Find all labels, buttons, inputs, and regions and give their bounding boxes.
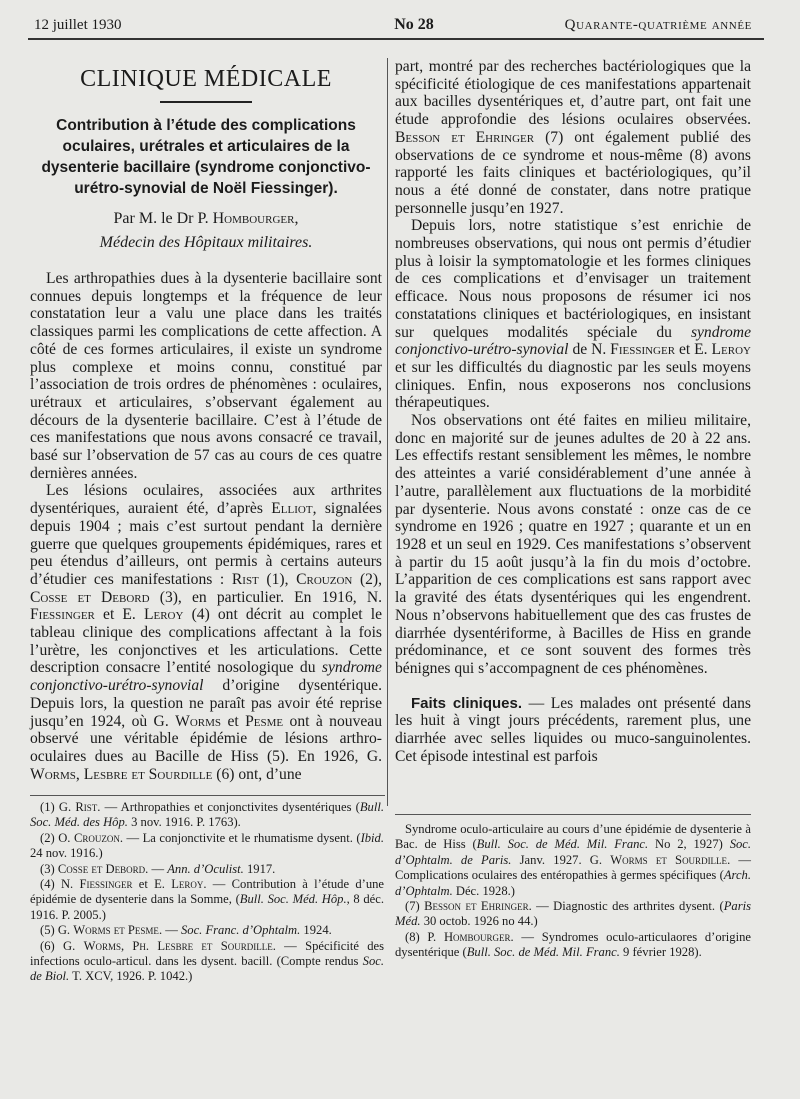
syndrome-term: syndrome conjonctivo-urétro-synovial (395, 323, 751, 359)
text-run: . — Diagnostic des arthrites dysent. ( (528, 899, 724, 914)
header-rule (28, 38, 764, 40)
text-run: 24 nov. 1916.) (30, 846, 103, 861)
text-run: et E. (138, 877, 165, 892)
text-run: T. XCV, 1926. P. 1042.) (72, 969, 193, 984)
year-label: Quarante-quatrième année (564, 17, 752, 33)
right-column (395, 58, 751, 765)
text-run: (2) O. (40, 830, 71, 845)
text-run: et sur les difficultés du diagnostic par les seuls moyens cliniques. Enfin, nous exposerons nos conclusions thérapeutiques. (395, 358, 751, 412)
footnote-rule-right (395, 814, 751, 815)
text-run: Depuis lors, notre statistique s’est enrichie de nombreuses observations, qui nous ont permis d’étudier plus à loisir la symptomatologie et les formes cliniques de ces complications et d’envisager un traitement efficace. Nous nous proposons de résumer ici nos constatations cliniques et bactériologiques, en insistant sur quelques modalités spéciale du (395, 217, 751, 341)
text-run: , 8 déc. 1916. P. 2005.) (30, 892, 385, 922)
text-run: (3), en particulier. En 1916, N. (159, 588, 382, 606)
author-ref: Crouzon (296, 570, 353, 588)
source-title: Paris Méd. (395, 899, 751, 929)
text-run: — Les malades ont présenté dans les huit à vingt jours précédents, rarement plus, une diarrhée avec selles liquides ou muco-sanguinolentes. Cet épisode intestinal est parfois (395, 694, 751, 765)
paragraph-intro: Les arthropathies dues à la dysenterie bacillaire sont connues depuis longtemps et la fréquence de leur constatation leur a valu une place dans les traités classiques parmi les complications de cette affection. A côté de ces formes articulaires, il existe un syndrome plus complexe et moins connu, constitué par l’association de trois ordres de phénomènes : oculaires, urétraux et articulaires, s’observant également au décours de la dysenterie bacillaire. C’est à l’étude de ces manifestations que nous avons consacré ce travail, basé sur l’observation de 57 cas au cours de ces quatre dernières années. (30, 270, 382, 482)
author-ref: Rist (231, 570, 259, 588)
source-title: Bull. Soc. de Méd. Mil. Franc. (476, 837, 649, 852)
author-ref: Fiessinger (79, 877, 133, 892)
text-run: (6) G. (40, 938, 76, 953)
source-title: Arch. d’Ophtalm. (395, 868, 751, 898)
text-run: 1917. (246, 861, 276, 876)
text-run: . — Spécificité des infections oculo-articul. dans les dysent. bacill. (Compte rendus (30, 938, 385, 969)
author-ref: Leroy (143, 606, 184, 624)
text-run: , signalées depuis 1904 ; mais c’est surtout pendant la dernière guerre que quelques groupements épidémiques, rares et peu étendus d’ailleurs, ont permis à certains auteurs d’étudier ces manifestations : (30, 500, 382, 588)
text-run: et E. (678, 341, 708, 359)
text-run: Janv. 1927. G. (519, 852, 603, 867)
source-title: Bull. Soc. Méd. Hôp. (239, 892, 347, 907)
source-title: Ibid. (360, 830, 384, 845)
text-run: 1924. (303, 923, 332, 938)
author-ref: Cosse et Debord (57, 861, 146, 876)
text-run: . — Arthropathies et conjonctivites dysentériques ( (97, 800, 360, 814)
left-column (30, 58, 382, 783)
text-run: Syndrome oculo-articulaire au cours d’une épidémie de dysenterie à Bac. de Hiss ( (395, 822, 751, 852)
text-run: (1), (266, 570, 289, 588)
author-ref: Fiessinger (30, 606, 95, 624)
section-title: CLINIQUE MÉDICALE (80, 66, 332, 92)
source-title: Soc. Franc. d’Ophtalm. (180, 923, 301, 938)
footnotes-left (30, 800, 384, 985)
byline (30, 207, 382, 231)
source-title: Soc. d’Ophtalm. de Paris. (395, 837, 752, 867)
text-run: et (227, 712, 239, 730)
title-rule (160, 101, 252, 103)
footnote-6-continued (395, 822, 751, 899)
text-run: . — (158, 923, 178, 938)
running-head (34, 14, 752, 36)
author-ref: Besson et Ehringer (424, 899, 529, 914)
footnote-3 (30, 862, 384, 877)
author-ref: Fiessinger (610, 341, 676, 359)
author-ref: Crouzon (73, 830, 120, 845)
author-ref: Hombourger (443, 929, 511, 944)
text-run: 9 février 1928). (623, 945, 702, 960)
text-run: (2), (359, 570, 383, 588)
text-run: (7) (405, 899, 420, 914)
paragraph-continuation (395, 58, 751, 217)
author-ref: Elliot (271, 500, 313, 518)
source-title: Ann. d’Oculist. (167, 861, 244, 876)
text-run: (6) ont, d’une (216, 765, 302, 783)
column-divider (387, 58, 388, 806)
text-run: 3 nov. 1916. P. 1763). (131, 815, 241, 830)
author-ref: Worms, Lesbre et Sourdille (30, 765, 213, 783)
issue-number: No 28 (394, 16, 434, 33)
text-run: 30 octob. 1926 no 44.) (423, 914, 538, 929)
text-run: (8) P. (405, 929, 437, 944)
text-run: (4) ont décrit au complet le tableau clinique des complications affectant à la fois l’urètre, les conjonctives et les articulations. Cette description consacre l’entité nosologique du (30, 606, 382, 677)
author-ref: Pesme (245, 712, 284, 730)
footnote-2 (30, 831, 384, 862)
text-run: Déc. 1928.) (455, 883, 515, 898)
text-run: . — Complications oculaires des entéropathies à germes spécifiques ( (395, 852, 752, 883)
author-ref: Worms et Pesme (73, 923, 159, 938)
text-run: . — Contribution à l’étude d’une épidémie de dysenterie dans la Somme, ( (30, 877, 384, 907)
text-run: (1) G. (40, 800, 72, 814)
footnote-rule-left (30, 795, 385, 796)
subsection-heading: Faits cliniques. (411, 694, 523, 712)
text-run: ont à nouveau observé une véritable épidémie de lésions arthro-oculaires dues au Bacille de Hiss (5). En 1926, G. (30, 712, 383, 765)
author-ref: Worms (175, 712, 222, 730)
text-run: de N. (572, 341, 607, 359)
footnote-6 (30, 939, 384, 985)
text-run: Les lésions oculaires, associées aux arthrites dysentériques, auraient été, d’après (30, 482, 382, 518)
text-run: (4) N. (40, 877, 74, 892)
author-ref: Cosse et Debord (30, 588, 150, 606)
author-ref: Worms, Ph. Lesbre et Sourdille (83, 938, 273, 953)
paragraph-gap (395, 678, 751, 695)
source-title: Bull. Soc. de Méd. Mil. Franc. (466, 945, 620, 960)
paragraph-clinical-facts (395, 695, 751, 766)
text-run: et E. (103, 606, 136, 624)
footnote-4 (30, 877, 384, 923)
byline-prefix: Par M. le Dr (113, 210, 194, 227)
author-ref: Worms et Sourdille (610, 852, 728, 867)
paragraph-statistics (395, 217, 751, 412)
text-run: No 2, 1927) (655, 837, 723, 852)
author-ref: Leroy (171, 877, 204, 892)
text-run: (7) ont également publié des observations de ce syndrome et nous-même (8) avons rapporté les faits cliniques et bactériologiques, qu’il nous a été donné de constater, dans notre pratique personnelle jusqu’en 1927. (395, 128, 751, 217)
footnote-1 (30, 800, 384, 831)
text-run: part, montré par des recherches bactériologiques que la spécificité étiologique de ces manifestations appartenait aux bacilles dysentériques et, d’autre part, ont fait une étude approfondie des lésions oculaires observées. (395, 58, 751, 129)
footnote-7 (395, 899, 751, 930)
footnotes-right (395, 822, 751, 961)
footnote-5 (30, 923, 384, 938)
author-ref: Rist (75, 800, 98, 814)
text-run: (3) (40, 861, 55, 876)
author-affiliation: Médecin des Hôpitaux militaires. (99, 234, 313, 251)
author-ref: Leroy (711, 341, 751, 359)
article-title: Contribution à l’étude des complications oculaires, urétrales et articulaires de la dysenterie bacillaire (syndrome conjonctivo-urétro-synovial de Noël Fiessinger). (41, 117, 371, 197)
syndrome-term: syndrome conjonctivo-urétro-synovial (30, 659, 382, 695)
issue-date: 12 juillet 1930 (34, 17, 122, 33)
text-run: d’origine dysentérique. Depuis lors, la question ne paraît pas avoir été reprise jusqu’en 1924, où G. (30, 677, 382, 730)
footnote-8 (395, 930, 751, 961)
text-run: . — La conjonctivite et le rhumatisme dysent. ( (119, 830, 361, 845)
text-run: . — (145, 861, 165, 876)
text-run: . — Syndromes oculo-articulaores d’origine dysentérique ( (395, 929, 751, 960)
paragraph-history (30, 482, 382, 783)
author-ref: Besson et Ehringer (395, 128, 535, 146)
text-run: (5) G. (40, 923, 71, 938)
paragraph-observations: Nos observations ont été faites en milieu militaire, donc en majorité sur de jeunes adultes de 20 à 22 ans. Les effectifs restant sensiblement les mêmes, le nombre des atteintes a varié considérablement d’une année à l’autre, parallèlement aux fluctuations de la morbidité par dysenterie. Nous avons constaté : onze cas de ce syndrome en 1926 ; quatre en 1927 ; quarante et un en 1928 et un seul en 1929. Ces manifestations s’observent à partir du 15 août jusqu’à la fin du mois d’octobre. L’apparition de ces complications est sans rapport avec la gravité des états dysentériques qui les engendrent. Nous n’observons habituellement que des cas frustes de diarrhée dysentériforme, à Bacilles de Hiss en grande prédominance, et ce sont souvent des formes très bénignes qui s’accompagnent de ces phénomènes. (395, 412, 751, 677)
source-title: Soc. de Biol. (30, 954, 384, 984)
source-title: Bull. Soc. Méd. des Hôp. (30, 800, 384, 830)
author-name: P. Hombourger, (197, 210, 299, 227)
